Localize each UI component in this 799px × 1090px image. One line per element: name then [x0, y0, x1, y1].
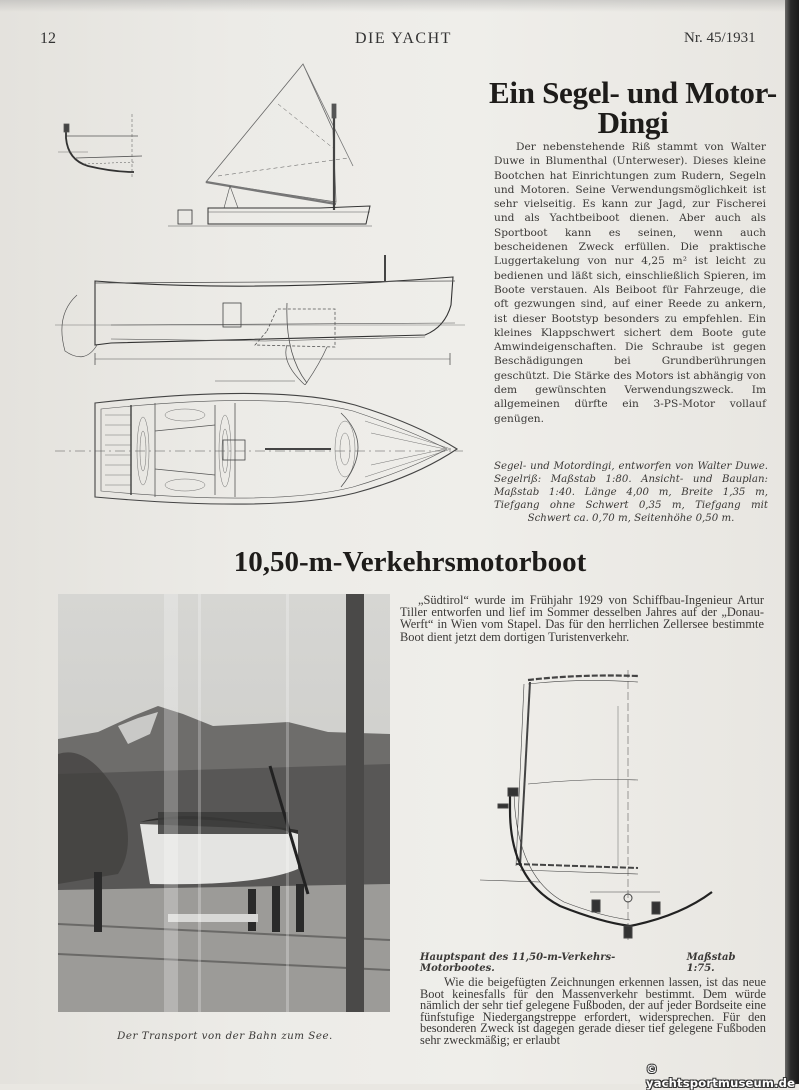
scan-stripe — [164, 594, 178, 1012]
magazine-title: DIE YACHT — [355, 30, 452, 47]
deck-plan-drawing — [55, 385, 465, 515]
photo-caption: Der Transport von der Bahn zum See. — [117, 1030, 333, 1042]
article2-intro — [400, 594, 764, 643]
scan-stripe — [286, 594, 289, 1012]
copyright-watermark: © yachtsportmuseum.de — [646, 1062, 796, 1090]
article2-title: 10,50-m-Verkehrsmotorboot — [233, 546, 587, 578]
main-frame-caption-title: Hauptspant des 11,50-m-Verkehrs-Motorbootes. — [420, 952, 616, 974]
article1-body — [494, 140, 766, 426]
article1-title — [488, 75, 778, 140]
transport-photo — [58, 594, 390, 1012]
sail-plan-drawing — [168, 60, 373, 230]
profile-elevation-drawing — [55, 255, 465, 385]
main-frame-section-drawing — [480, 670, 720, 940]
page-number: 12 — [40, 30, 56, 47]
issue-number: Nr. 45/1931 — [684, 30, 756, 46]
article1-figure-caption: Segel- und Motordingi, entworfen von Walter Duwe. Segelriß: Maßstab 1:80. Ansicht- und Bauplan: Maßstab 1:40. Länge 4,00 m, Breite 1,35 m, Tiefgang ohne Schwert 0,35 m, Tiefgang mit Schwert ca. 0,70 m, Seitenhöhe 0,50 m. — [494, 461, 768, 524]
main-frame-caption-scale: Maßstab 1:75. — [686, 952, 736, 974]
article1-title-line1: Ein Segel- und Motor- — [489, 75, 777, 110]
article2-continuation — [420, 977, 766, 1047]
scan-shadow-top — [0, 0, 799, 12]
boat-transport-photo-image — [58, 594, 390, 1012]
article2-continuation-paragraph: Wie die beigefügten Zeichnungen erkennen lassen, ist das neue Boot keinesfalls für den Massenverkehr bestimmt. Dem würde nämlich der sehr tief gelegene Fußboden, der auf jeder Bordseite eine fünfstufige Niedergangstreppe erfordert, widersprechen. Für den besonderen Zweck ist dagegen gerade dieser tief gelegene Fußboden sehr zweckmäßig; er erlaubt — [420, 975, 766, 1047]
scan-stripe — [198, 594, 201, 1012]
scan-edge-shadow — [785, 0, 799, 1084]
midship-section-drawing — [58, 110, 168, 180]
article1-title-line2: Dingi — [597, 105, 669, 140]
article1-paragraph: Der nebenstehende Riß stammt von Walter Duwe in Blumenthal (Unterweser). Dieses kleine Bootchen hat Einrichtungen zum Rudern, Segeln und Motoren. Seine Verwendungsmöglichkeit ist sehr vielseitig. Es kann zur Jagd, zur Fischerei und als Yachtbeiboot dienen. Aber auch als Sportboot kann es seinen, wenn auch bescheidenen Zweck erfüllen. Die praktische Luggertakelung von nur 4,25 m² ist leicht zu bedienen und läßt sich, einschließlich Spieren, im Boote verstauen. Als Beiboot für Fahrzeuge, die oft gezwungen sind, auf einer Reede zu ankern, ist dieser Bootstyp besonders zu empfehlen. Ein kleines Klappschwert sichert dem Boote gute Amwindeigenschaften. Die Schraube ist gegen Beschädigungen bei Grundberührungen geschützt. Die Stärke des Motors ist abhängig von dem gewünschten Verwendungszweck. Im allgemeinen dürfte ein 3-PS-Motor vollauf genügen. — [494, 141, 766, 425]
article2-intro-paragraph: „Südtirol“ wurde im Frühjahr 1929 von Schiffbau-Ingenieur Artur Tiller entworfen und lief im Sommer desselben Jahres auf der „Donau-Werft“ in Wien vom Stapel. Das für den herrlichen Zellersee bestimmte Boot dient jetzt dem dortigen Turistenverkehr. — [400, 593, 764, 644]
main-frame-caption — [420, 952, 766, 974]
